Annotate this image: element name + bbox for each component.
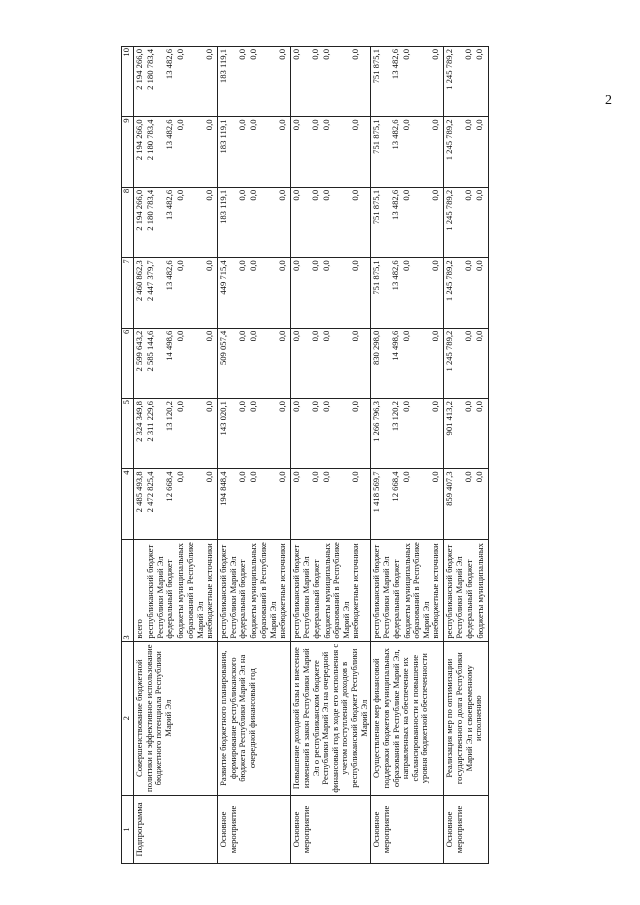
value-cell: 0,0 bbox=[310, 189, 321, 201]
value-cell: 0,0 bbox=[430, 330, 441, 342]
row-type: Основное мероприятие bbox=[371, 795, 444, 863]
value-cell: 13 482,6 bbox=[390, 189, 401, 220]
funding-source-label: бюджеты муниципальных образований в Республике Марий Эл bbox=[175, 542, 205, 639]
value-column bbox=[134, 399, 218, 469]
value-cell: 2 599 643,2 bbox=[134, 330, 144, 372]
funding-source-label: внебюджетные источники bbox=[204, 543, 215, 639]
funding-source-label: всего bbox=[134, 619, 144, 639]
value-cell: 0,0 bbox=[401, 49, 412, 60]
value-column bbox=[291, 469, 371, 539]
value-cell: 12 668,4 bbox=[390, 471, 401, 502]
funding-source-label: внебюджетные источники bbox=[430, 543, 441, 639]
value-column bbox=[291, 187, 371, 257]
row-name: Совершенствование бюджетной политики и эффективное использование бюджетного потенциала Республики Марий Эл bbox=[134, 641, 218, 795]
value-column bbox=[371, 328, 444, 398]
value-cell: 0,0 bbox=[310, 330, 321, 342]
value-cell: 0,0 bbox=[401, 401, 412, 412]
value-column bbox=[444, 399, 488, 469]
value-cell: 0,0 bbox=[248, 49, 259, 60]
value-cell: 0,0 bbox=[204, 119, 214, 131]
value-column bbox=[218, 258, 291, 328]
value-cell: 1 266 796,3 bbox=[371, 401, 382, 442]
value-cell: 0,0 bbox=[474, 119, 485, 131]
value-cell: 0,0 bbox=[237, 401, 248, 412]
value-cell: 0,0 bbox=[277, 471, 288, 483]
value-cell: 0,0 bbox=[237, 471, 248, 483]
budget-table bbox=[121, 46, 489, 864]
row-name: Повышение доходной базы и внесение изменений в закон Республики Марий Эл о республиканском бюджете Республики Марий Эл на очередной финансовый год в ходе его исполнения с учетом поступлений доходов в республиканский бюджет Республики Марий Эл bbox=[291, 641, 371, 795]
value-cell: 0,0 bbox=[310, 49, 321, 60]
value-cell: 0,0 bbox=[291, 189, 302, 201]
value-column bbox=[134, 117, 218, 187]
value-column bbox=[291, 399, 371, 469]
value-cell: 0,0 bbox=[248, 471, 259, 483]
value-cell: 0,0 bbox=[401, 330, 412, 342]
value-cell: 0,0 bbox=[175, 471, 185, 483]
value-cell: 0,0 bbox=[291, 401, 302, 412]
value-cell: 2 585 144,6 bbox=[145, 330, 155, 372]
value-cell: 0,0 bbox=[474, 471, 485, 483]
value-cell: 0,0 bbox=[310, 119, 321, 131]
funding-source-label: федеральный бюджет bbox=[463, 559, 474, 639]
value-cell: 509 057,4 bbox=[218, 330, 229, 366]
funding-sources bbox=[218, 539, 291, 641]
value-cell: 0,0 bbox=[248, 330, 259, 342]
value-cell: 0,0 bbox=[291, 49, 302, 60]
value-cell: 830 298,0 bbox=[371, 330, 382, 366]
value-cell: 0,0 bbox=[430, 49, 441, 60]
value-column bbox=[134, 469, 218, 539]
value-cell: 0,0 bbox=[248, 260, 259, 272]
value-cell: 1 245 789,2 bbox=[444, 189, 455, 231]
value-cell: 0,0 bbox=[310, 401, 321, 412]
value-cell: 0,0 bbox=[237, 49, 248, 60]
value-cell: 0,0 bbox=[321, 471, 332, 483]
value-cell: 0,0 bbox=[430, 119, 441, 131]
funding-source-label: федеральный бюджет bbox=[237, 559, 248, 639]
value-cell: 0,0 bbox=[277, 189, 288, 201]
funding-source-label: федеральный бюджет bbox=[390, 559, 401, 639]
value-cell: 0,0 bbox=[204, 189, 214, 201]
funding-source-label: бюджеты муниципальных образований в Республике Марий Эл bbox=[321, 542, 351, 639]
funding-source-label: внебюджетные источники bbox=[277, 543, 288, 639]
value-cell: 0,0 bbox=[463, 260, 474, 272]
value-cell: 0,0 bbox=[175, 119, 185, 131]
value-cell: 0,0 bbox=[237, 119, 248, 131]
value-cell: 183 119,1 bbox=[218, 49, 229, 84]
value-cell: 13 482,6 bbox=[390, 119, 401, 150]
value-cell: 2 472 825,4 bbox=[145, 471, 155, 513]
value-cell: 0,0 bbox=[430, 189, 441, 201]
value-cell: 0,0 bbox=[474, 189, 485, 201]
value-cell: 449 715,4 bbox=[218, 260, 229, 295]
funding-source-label: республиканский бюджет Республики Марий Эл bbox=[291, 544, 311, 639]
value-cell: 0,0 bbox=[463, 49, 474, 60]
value-cell: 14 498,6 bbox=[390, 330, 401, 361]
value-cell: 2 311 229,6 bbox=[145, 401, 155, 442]
value-cell: 0,0 bbox=[430, 401, 441, 412]
value-cell: 13 482,6 bbox=[164, 189, 174, 220]
value-cell: 0,0 bbox=[237, 330, 248, 342]
row-name: Развитие бюджетного планирования, формирование республиканского бюджета Республики Марий Эл на очередной финансовый год bbox=[218, 641, 291, 795]
value-cell: 0,0 bbox=[321, 330, 332, 342]
value-cell: 0,0 bbox=[474, 330, 485, 342]
value-cell: 2 447 379,7 bbox=[145, 260, 155, 302]
funding-source-label: бюджеты муниципальных bbox=[474, 543, 485, 639]
value-cell: 0,0 bbox=[175, 189, 185, 201]
value-column bbox=[291, 328, 371, 398]
value-column bbox=[444, 47, 488, 117]
value-cell: 0,0 bbox=[277, 260, 288, 272]
funding-source-label: федеральный бюджет bbox=[310, 559, 321, 639]
value-cell: 0,0 bbox=[430, 471, 441, 483]
value-cell: 0,0 bbox=[204, 471, 214, 483]
funding-source-label: бюджеты муниципальных образований в Республике Марий Эл bbox=[248, 542, 278, 639]
funding-source-label: республиканский бюджет Республики Марий Эл bbox=[371, 544, 391, 639]
value-column bbox=[444, 117, 488, 187]
value-cell: 0,0 bbox=[204, 49, 214, 60]
value-cell: 183 119,1 bbox=[218, 119, 229, 154]
value-column bbox=[218, 47, 291, 117]
value-cell: 0,0 bbox=[350, 49, 361, 60]
value-column bbox=[134, 47, 218, 117]
value-column bbox=[444, 328, 488, 398]
value-column bbox=[291, 47, 371, 117]
value-cell: 0,0 bbox=[350, 189, 361, 201]
value-cell: 0,0 bbox=[277, 49, 288, 60]
value-column bbox=[218, 399, 291, 469]
value-cell: 751 875,1 bbox=[371, 49, 382, 84]
value-cell: 0,0 bbox=[463, 401, 474, 412]
value-column bbox=[371, 469, 444, 539]
value-cell: 0,0 bbox=[237, 189, 248, 201]
header-cell: 7 bbox=[122, 258, 134, 328]
value-cell: 13 482,6 bbox=[164, 119, 174, 150]
value-cell: 2 194 266,0 bbox=[134, 49, 144, 90]
value-cell: 0,0 bbox=[463, 189, 474, 201]
funding-source-label: республиканский бюджет Республики Марий Эл bbox=[218, 544, 238, 639]
value-cell: 13 120,2 bbox=[164, 401, 174, 432]
header-cell: 1 bbox=[122, 795, 134, 863]
header-cell: 9 bbox=[122, 117, 134, 187]
value-column bbox=[444, 258, 488, 328]
value-cell: 0,0 bbox=[277, 330, 288, 342]
value-column bbox=[371, 399, 444, 469]
value-column bbox=[218, 469, 291, 539]
row-type: Основное мероприятие bbox=[444, 795, 488, 863]
value-cell: 0,0 bbox=[248, 119, 259, 131]
value-cell: 0,0 bbox=[310, 260, 321, 272]
value-column bbox=[444, 187, 488, 257]
value-cell: 0,0 bbox=[350, 119, 361, 131]
value-cell: 0,0 bbox=[204, 401, 214, 412]
value-cell: 0,0 bbox=[291, 471, 302, 483]
value-cell: 2 324 349,8 bbox=[134, 401, 144, 442]
value-cell: 0,0 bbox=[291, 119, 302, 131]
value-cell: 194 848,4 bbox=[218, 471, 229, 506]
value-cell: 0,0 bbox=[175, 49, 185, 60]
value-column bbox=[371, 117, 444, 187]
value-cell: 0,0 bbox=[204, 330, 214, 342]
page-number: 2 bbox=[605, 93, 612, 108]
value-cell: 0,0 bbox=[401, 260, 412, 272]
value-cell: 0,0 bbox=[291, 260, 302, 272]
value-cell: 143 020,1 bbox=[218, 401, 229, 436]
value-cell: 0,0 bbox=[291, 330, 302, 342]
value-cell: 13 482,6 bbox=[164, 260, 174, 291]
header-cell: 8 bbox=[122, 187, 134, 257]
value-cell: 0,0 bbox=[463, 471, 474, 483]
value-cell: 0,0 bbox=[175, 330, 185, 342]
value-cell: 1 245 789,2 bbox=[444, 119, 455, 161]
value-cell: 751 875,1 bbox=[371, 189, 382, 225]
row-name: Осуществление мер финансовой поддержки бюджетов муниципальных образований в Республике Марий Эл, направленных на обеспечение их сбалансированности и повышение уровня бюджетной обеспеченности bbox=[371, 641, 444, 795]
value-cell: 0,0 bbox=[310, 471, 321, 483]
value-column bbox=[371, 187, 444, 257]
value-cell: 2 485 493,8 bbox=[134, 471, 144, 513]
funding-sources bbox=[371, 539, 444, 641]
table-rotated bbox=[121, 46, 530, 864]
funding-source-label: республиканский бюджет Республики Марий Эл bbox=[145, 544, 165, 639]
funding-sources bbox=[134, 539, 218, 641]
header-cell: 6 bbox=[122, 328, 134, 398]
funding-sources bbox=[444, 539, 488, 641]
value-cell: 0,0 bbox=[350, 401, 361, 412]
value-cell: 12 668,4 bbox=[164, 471, 174, 502]
table-row bbox=[218, 47, 291, 864]
value-cell: 901 413,2 bbox=[444, 401, 455, 436]
value-cell: 1 245 789,2 bbox=[444, 49, 455, 90]
value-cell: 2 180 783,4 bbox=[145, 189, 155, 231]
row-type: Подпрограмма bbox=[134, 795, 218, 863]
header-row bbox=[122, 47, 134, 864]
value-cell: 859 407,3 bbox=[444, 471, 455, 506]
value-cell: 13 482,6 bbox=[164, 49, 174, 80]
header-cell: 4 bbox=[122, 469, 134, 539]
value-cell: 2 180 783,4 bbox=[145, 49, 155, 90]
funding-source-label: внебюджетные источники bbox=[350, 543, 361, 639]
header-cell: 2 bbox=[122, 641, 134, 795]
value-cell: 0,0 bbox=[474, 401, 485, 412]
row-type: Основное мероприятие bbox=[218, 795, 291, 863]
value-cell: 0,0 bbox=[474, 49, 485, 60]
value-cell: 0,0 bbox=[401, 189, 412, 201]
value-cell: 1 245 789,2 bbox=[444, 260, 455, 302]
table-row bbox=[291, 47, 371, 864]
row-name: Реализация мер по оптимизации государственного долга Республики Марий Эл и своевременному исполнению bbox=[444, 641, 488, 795]
value-column bbox=[134, 328, 218, 398]
value-cell: 0,0 bbox=[321, 49, 332, 60]
header-cell: 10 bbox=[122, 47, 134, 117]
value-cell: 0,0 bbox=[321, 119, 332, 131]
value-cell: 0,0 bbox=[401, 119, 412, 131]
funding-sources bbox=[291, 539, 371, 641]
rotated-table-container bbox=[121, 46, 530, 864]
value-cell: 0,0 bbox=[175, 260, 185, 272]
value-cell: 751 875,1 bbox=[371, 119, 382, 154]
table-row bbox=[371, 47, 444, 864]
value-cell: 14 498,6 bbox=[164, 330, 174, 361]
funding-source-label: бюджеты муниципальных образований в Республике Марий Эл bbox=[401, 542, 431, 639]
value-cell: 0,0 bbox=[248, 401, 259, 412]
value-cell: 0,0 bbox=[430, 260, 441, 272]
value-cell: 13 482,6 bbox=[390, 49, 401, 80]
value-column bbox=[371, 47, 444, 117]
value-cell: 0,0 bbox=[277, 401, 288, 412]
value-cell: 751 875,1 bbox=[371, 260, 382, 295]
value-cell: 0,0 bbox=[463, 119, 474, 131]
value-column bbox=[134, 187, 218, 257]
value-column bbox=[134, 258, 218, 328]
value-cell: 2 194 266,0 bbox=[134, 119, 144, 161]
table-row bbox=[134, 47, 218, 864]
table-row bbox=[444, 47, 488, 864]
value-cell: 183 119,1 bbox=[218, 189, 229, 224]
value-cell: 0,0 bbox=[248, 189, 259, 201]
value-column bbox=[218, 187, 291, 257]
value-cell: 1 418 569,7 bbox=[371, 471, 382, 513]
header-cell: 5 bbox=[122, 399, 134, 469]
value-cell: 0,0 bbox=[350, 330, 361, 342]
value-cell: 0,0 bbox=[321, 260, 332, 272]
value-cell: 1 245 789,2 bbox=[444, 330, 455, 372]
row-type: Основное мероприятие bbox=[291, 795, 371, 863]
value-cell: 0,0 bbox=[463, 330, 474, 342]
value-cell: 2 460 862,3 bbox=[134, 260, 144, 302]
value-cell: 0,0 bbox=[175, 401, 185, 412]
value-cell: 0,0 bbox=[204, 260, 214, 272]
value-column bbox=[444, 469, 488, 539]
value-cell: 0,0 bbox=[474, 260, 485, 272]
funding-source-label: федеральный бюджет bbox=[164, 559, 175, 639]
value-column bbox=[291, 117, 371, 187]
value-cell: 0,0 bbox=[350, 260, 361, 272]
value-column bbox=[218, 328, 291, 398]
value-cell: 0,0 bbox=[350, 471, 361, 483]
value-cell: 0,0 bbox=[321, 189, 332, 201]
value-column bbox=[371, 258, 444, 328]
value-cell: 0,0 bbox=[277, 119, 288, 131]
value-cell: 0,0 bbox=[237, 260, 248, 272]
value-cell: 13 482,6 bbox=[390, 260, 401, 291]
funding-source-label: республиканский бюджет Республики Марий Эл bbox=[444, 544, 464, 639]
value-cell: 2 180 783,4 bbox=[145, 119, 155, 161]
value-column bbox=[218, 117, 291, 187]
value-column bbox=[291, 258, 371, 328]
value-cell: 2 194 266,0 bbox=[134, 189, 144, 231]
value-cell: 13 120,2 bbox=[390, 401, 401, 432]
value-cell: 0,0 bbox=[401, 471, 412, 483]
header-cell: 3 bbox=[122, 539, 134, 641]
value-cell: 0,0 bbox=[321, 401, 332, 412]
